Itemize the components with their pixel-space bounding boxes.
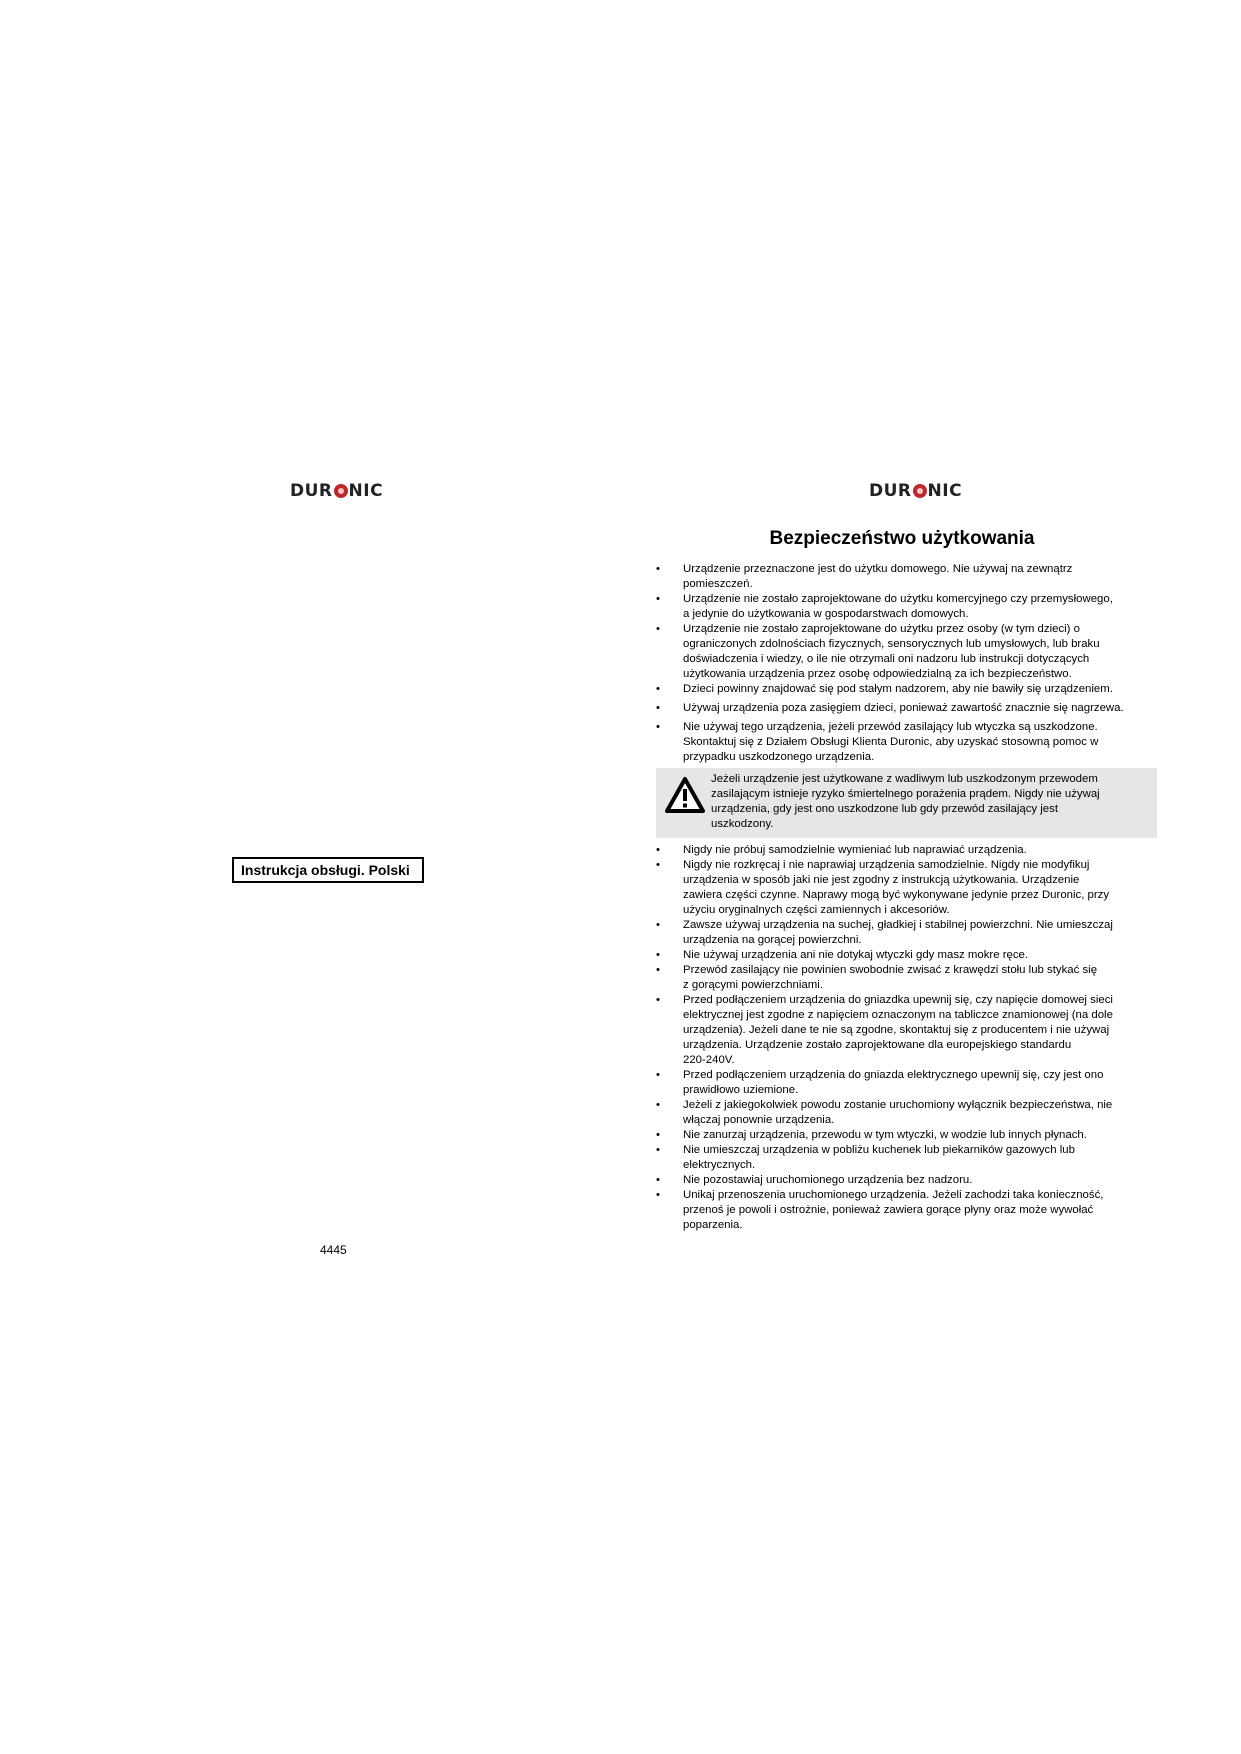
- list-item-line: elektrycznych.: [683, 1159, 756, 1171]
- list-item-line: Nie używaj urządzenia ani nie dotykaj wtyczki gdy masz mokre ręce.: [683, 949, 1029, 961]
- list-item: [655, 948, 1167, 963]
- list-item-line: Nie umieszczaj urządzenia w pobliżu kuchenek lub piekarników gazowych lub: [683, 1144, 1075, 1156]
- warning-text-line: zasilającym istnieje ryzyko śmiertelnego porażenia prądem. Nigdy nie używaj: [711, 788, 1100, 800]
- list-item-line: z gorącymi powierzchniami.: [683, 979, 823, 991]
- list-item-line: urządzenia na gorącej powierzchni.: [683, 934, 862, 946]
- list-item-line: elektrycznej jest zgodne z napięciem oznaczonym na tabliczce znamionowej (na dole: [683, 1009, 1113, 1021]
- list-item: [655, 592, 1167, 622]
- logo-text-start: DUR: [869, 481, 912, 501]
- list-item: [655, 701, 1167, 716]
- list-item: [655, 1173, 1167, 1188]
- list-item-line: pomieszczeń.: [683, 578, 753, 590]
- duronic-logo-left: [290, 481, 383, 501]
- list-item: [655, 843, 1167, 858]
- bullet-marker: •: [656, 859, 660, 871]
- page-number: 4445: [320, 1243, 347, 1257]
- list-item: [655, 622, 1167, 682]
- list-item-line: przenoś je powoli i ostrożnie, ponieważ zawiera gorące płyny oraz może wywołać: [683, 1204, 1094, 1216]
- bullet-marker: •: [656, 1189, 660, 1201]
- bullet-marker: •: [656, 721, 660, 733]
- list-item: [655, 918, 1167, 948]
- safety-list-bottom: [655, 843, 1167, 1233]
- list-item: [655, 858, 1167, 918]
- warning-triangle-icon: [664, 776, 706, 814]
- list-item-line: Nie pozostawiaj uruchomionego urządzenia bez nadzoru.: [683, 1174, 973, 1186]
- list-item-line: Dzieci powinny znajdować się pod stałym nadzorem, aby nie bawiły się urządzeniem.: [683, 683, 1113, 695]
- list-item: [655, 1143, 1167, 1173]
- list-item: [655, 1128, 1167, 1143]
- list-item-line: doświadczenia i wiedzy, o ile nie otrzymali oni nadzoru lub instrukcji dotyczących: [683, 653, 1090, 665]
- list-item-line: zawiera części czynne. Naprawy mogą być wykonywane jedynie przez Duronic, przy: [683, 889, 1110, 901]
- list-item-line: prawidłowo uziemione.: [683, 1084, 799, 1096]
- list-item-line: Nie zanurzaj urządzenia, przewodu w tym wtyczki, w wodzie lub innych płynach.: [683, 1129, 1087, 1141]
- bullet-marker: •: [656, 702, 660, 714]
- list-item-line: Przed podłączeniem urządzenia do gniazda elektrycznego upewnij się, czy jest ono: [683, 1069, 1104, 1081]
- bullet-marker: •: [656, 1099, 660, 1111]
- bullet-marker: •: [656, 1144, 660, 1156]
- list-item: [655, 993, 1167, 1068]
- list-item-line: Nigdy nie rozkręcaj i nie naprawiaj urządzenia samodzielnie. Nigdy nie modyfikuj: [683, 859, 1090, 871]
- bullet-marker: •: [656, 949, 660, 961]
- bullet-marker: •: [656, 919, 660, 931]
- warning-text: [711, 772, 1141, 832]
- logo-text-end: NIC: [348, 481, 384, 501]
- bullet-marker: •: [656, 623, 660, 635]
- bullet-marker: •: [656, 844, 660, 856]
- list-item-line: Zawsze używaj urządzenia na suchej, gładkiej i stabilnej powierzchni. Nie umieszczaj: [683, 919, 1113, 931]
- list-item-line: Urządzenie nie zostało zaprojektowane do użytku komercyjnego czy przemysłowego,: [683, 593, 1113, 605]
- bullet-marker: •: [656, 1069, 660, 1081]
- list-item-line: włączaj ponownie urządzenia.: [683, 1114, 835, 1126]
- manual-language-label: Instrukcja obsługi. Polski: [232, 857, 424, 883]
- list-item-line: Urządzenie nie zostało zaprojektowane do użytku przez osoby (w tym dzieci) o: [683, 623, 1080, 635]
- logo-power-icon: [913, 484, 927, 498]
- warning-text-line: urządzenia, gdy jest ono uszkodzone lub gdy przewód zasilający jest: [711, 803, 1058, 815]
- warning-box: [656, 768, 1157, 838]
- duronic-logo-right: [869, 481, 962, 501]
- list-item-line: poparzenia.: [683, 1219, 743, 1231]
- bullet-marker: •: [656, 994, 660, 1006]
- list-item-line: Skontaktuj się z Działem Obsługi Klienta Duronic, aby uzyskać stosowną pomoc w: [683, 736, 1099, 748]
- bullet-marker: •: [656, 683, 660, 695]
- list-item-line: Jeżeli z jakiegokolwiek powodu zostanie uruchomiony wyłącznik bezpieczeństwa, nie: [683, 1099, 1113, 1111]
- list-item: [655, 1098, 1167, 1128]
- list-item-line: użytkowania urządzenia przez osobę odpowiedzialną za ich bezpieczeństwo.: [683, 668, 1072, 680]
- logo-power-icon: [334, 484, 348, 498]
- list-item: [655, 562, 1167, 592]
- bullet-marker: •: [656, 593, 660, 605]
- list-item-line: Nie używaj tego urządzenia, jeżeli przewód zasilający lub wtyczka są uszkodzone.: [683, 721, 1098, 733]
- list-item: [655, 1188, 1167, 1233]
- list-item-line: Urządzenie przeznaczone jest do użytku domowego. Nie używaj na zewnątrz: [683, 563, 1073, 575]
- list-item-line: Przewód zasilający nie powinien swobodnie zwisać z krawędzi stołu lub stykać się: [683, 964, 1098, 976]
- list-item-line: a jedynie do użytkowania w gospodarstwach domowych.: [683, 608, 969, 620]
- bullet-marker: •: [656, 1174, 660, 1186]
- list-item-line: przypadku uszkodzonego urządzenia.: [683, 751, 875, 763]
- list-item-line: urządzenia). Jeżeli dane te nie są zgodne, skontaktuj się z producentem i nie używaj: [683, 1024, 1110, 1036]
- bullet-marker: •: [656, 964, 660, 976]
- bullet-marker: •: [656, 1129, 660, 1141]
- list-item-line: Unikaj przenoszenia uruchomionego urządzenia. Jeżeli zachodzi taka konieczność,: [683, 1189, 1104, 1201]
- bullet-marker: •: [656, 563, 660, 575]
- list-item-line: Nigdy nie próbuj samodzielnie wymieniać lub naprawiać urządzenia.: [683, 844, 1027, 856]
- logo-text-end: NIC: [927, 481, 963, 501]
- warning-text-line: Jeżeli urządzenie jest użytkowane z wadliwym lub uszkodzonym przewodem: [711, 773, 1098, 785]
- page-title: Bezpieczeństwo użytkowania: [769, 528, 1035, 549]
- list-item-line: urządzenia w sposób jaki nie jest zgodny z instrukcją użytkowania. Urządzenie: [683, 874, 1080, 886]
- list-item: [655, 720, 1167, 765]
- list-item: [655, 963, 1167, 993]
- list-item-line: Używaj urządzenia poza zasięgiem dzieci, ponieważ zawartość znacznie się nagrzewa.: [683, 702, 1124, 714]
- list-item-line: urządzenia. Urządzenie zostało zaprojektowane dla europejskiego standardu: [683, 1039, 1072, 1051]
- list-item-line: Przed podłączeniem urządzenia do gniazdka upewnij się, czy napięcie domowej sieci: [683, 994, 1113, 1006]
- logo-text-start: DUR: [290, 481, 333, 501]
- list-item: [655, 682, 1167, 697]
- warning-text-line: uszkodzony.: [711, 818, 774, 830]
- list-item-line: 220-240V.: [683, 1054, 735, 1066]
- list-item-line: użyciu oryginalnych części zamiennych i akcesoriów.: [683, 904, 950, 916]
- list-item-line: ograniczonych zdolnościach fizycznych, sensorycznych lub umysłowych, lub braku: [683, 638, 1100, 650]
- safety-list-top: [655, 562, 1167, 765]
- list-item: [655, 1068, 1167, 1098]
